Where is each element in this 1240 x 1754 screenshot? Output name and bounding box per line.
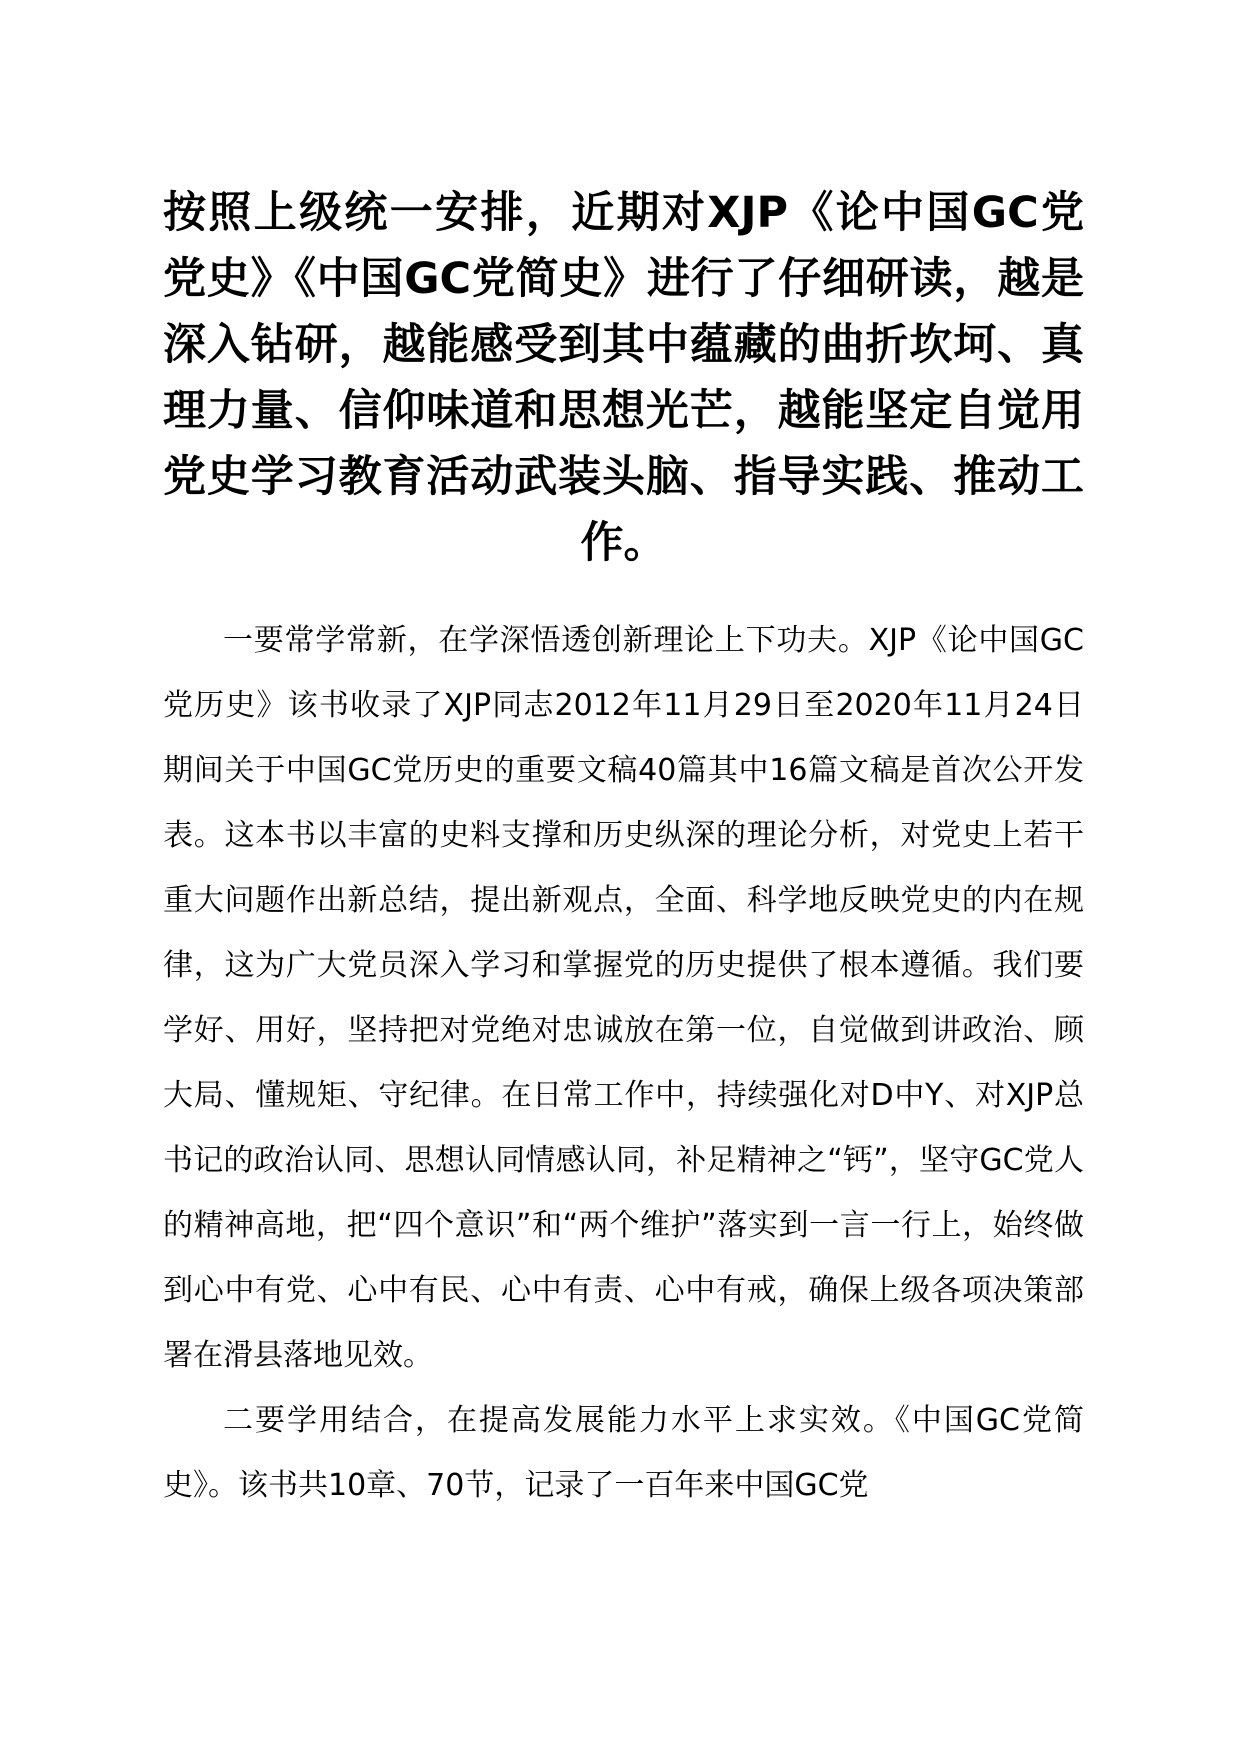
document-body — [163, 608, 1084, 1518]
paragraph-1: 一要常学常新，在学深悟透创新理论上下功夫。XJP《论中国GC党历史》该书收录了XJP同志2012年11月29日至2020年11月24日期间关于中国GC党历史的重要文稿40篇其中16篇文稿是首次公开发表。这本书以丰富的史料支撑和历史纵深的理论分析，对党史上若干重大问题作出新总结，提出新观点，全面、科学地反映党史的内在规律，这为广大党员深入学习和掌握党的历史提供了根本遵循。我们要学好、用好，坚持把对党绝对忠诚放在第一位，自觉做到讲政治、顾大局、懂规矩、守纪律。在日常工作中，持续强化对D中Y、对XJP总书记的政治认同、思想认同情感认同，补足精神之“钙”，坚守GC党人的精神高地，把“四个意识”和“两个维护”落实到一言一行上，始终做到心中有党、心中有民、心中有责、心中有戒，确保上级各项决策部署在滑县落地见效。 — [163, 623, 1084, 1373]
paragraph-2: 二要学用结合，在提高发展能力水平上求实效。《中国GC党简史》。该书共10章、70节，记录了一百年来中国GC党 — [163, 1403, 1084, 1503]
document-title: 按照上级统一安排，近期对XJP《论中国GC党党史》《中国GC党简史》进行了仔细研读，越是深入钻研，越能感受到其中蕴藏的曲折坎坷、真理力量、信仰味道和思想光芒，越能坚定自觉用党史学习教育活动武装头脑、指导实践、推动工作。 — [163, 188, 1084, 568]
